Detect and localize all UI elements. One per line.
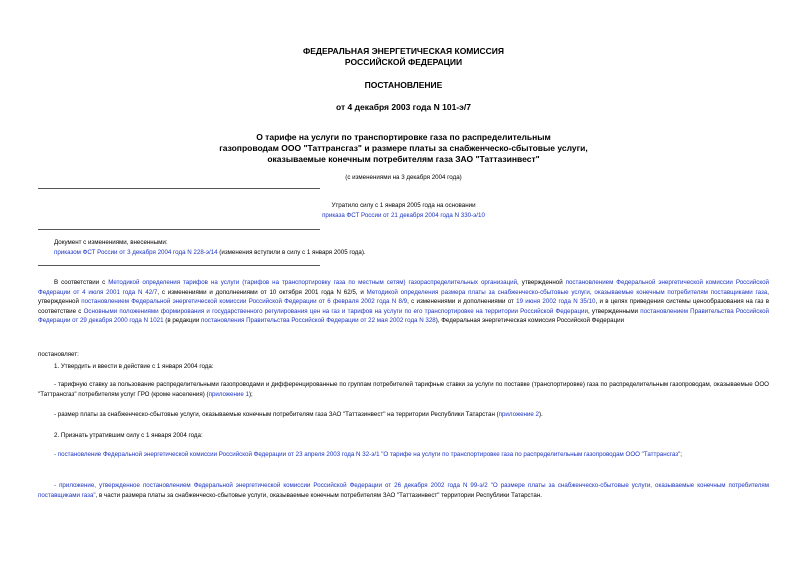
divider [38, 265, 320, 266]
document-title-line3: оказываемые конечным потребителям газа ЗАО "Таттазинвест" [267, 154, 540, 164]
link-gov-1021[interactable]: постановлением Правительства Российской Федерации от 29 декабря 2000 года N 1021 [38, 307, 770, 325]
document-title-line2: газопроводам ООО "Таттрансгаз" и размере платы за снабженческо-сбытовые услуги, [219, 143, 588, 153]
changes-line: приказом ФСТ России от 3 декабря 2004 года N 228-э/14 (изменения вступили в силу с 1 января 2005 года). [54, 249, 366, 256]
link-gov-328[interactable]: постановления Правительства Российской Федерации от 22 мая 2002 года N 328 [201, 317, 436, 325]
link-fek-42-7[interactable]: постановлением Федеральной энергетической комиссии Российской Федерации от 4 июля 2001 года N 42/7 [38, 279, 770, 296]
item2-bullet1: - постановление Федеральной энергетической комиссии Российской Федерации от 23 апреля 2003 года N 32-э/1 "О тарифе на услуги по транспортировке газа по распределительным газопроводам ООО "Таттрансгаз"; [54, 451, 682, 458]
document-title-line1: О тарифе на услуги по транспортировке газа по распределительным [256, 132, 551, 142]
changes-label: Документ с изменениями, внесенными: [54, 239, 168, 246]
link-appendix-1[interactable]: приложение 1 [208, 390, 249, 398]
item1-bullet2: - размер платы за снабженческо-сбытовые услуги, оказываемые конечным потребителям газа ЗАО "Таттазинвест" на территории Республики Татарстан (приложение 2). [54, 411, 543, 418]
divider [38, 229, 320, 230]
amendments-note: (с изменениями на 3 декабря 2004 года) [345, 174, 462, 181]
document-date-number: от 4 декабря 2003 года N 101-э/7 [336, 102, 471, 112]
link-35-10[interactable]: 19 июня 2002 года N 35/10 [516, 298, 596, 306]
item2-bullet2: - приложение, утвержденное постановлением Федеральной энергетической комиссии Российской Федерации от 26 декабря 2002 года N 99-э/2 "О размере платы за снабженческо-сбытовые услуги, оказываемые конечным потребителям поставщиками газа", в части размера платы за снабженческо-сбытовые услуги, оказываемые конечным потребителям ЗАО "Таттазинвест" территории Республики Татарстан. [38, 482, 769, 499]
agency-name-line2: РОССИЙСКОЙ ФЕДЕРАЦИИ [344, 57, 463, 67]
link-basic-provisions[interactable]: Основными положениями формирования и государственного регулирования цен на газ и тарифов на услуги по его транспортировке на территории Российской Федерации [83, 307, 588, 315]
item1-bullet1: - тарифную ставку за пользование распределительными газопроводами и дифференцированные по группам потребителей тарифные ставки за услуги по поставке (транспортировке) газа по распределительным газопроводам, оказываемые ООО "Таттрансгаз" потребителям услуг ГРО (кроме населения) (приложение 1); [38, 381, 769, 398]
lost-force-note: Утратило силу с 1 января 2005 года на основании [331, 202, 476, 209]
lost-force-link[interactable]: приказа ФСТ России от 21 декабря 2004 года N 330-э/10 [322, 212, 485, 219]
link-supply-fee-methodology[interactable]: Методикой определения размера платы за снабженческо-сбытовые услуги, оказываемые конечным потребителям поставщиками газа [366, 288, 768, 296]
changes-link[interactable]: приказом ФСТ России от 3 декабря 2004 года N 228-э/14 [54, 249, 218, 256]
link-fek-8-9[interactable]: постановлением Федеральной энергетической комиссии Российской Федерации от 6 февраля 2002 года N 8/9 [81, 298, 408, 306]
link-fek-99-e-2-appendix[interactable]: - приложение, утвержденное постановлением Федеральной энергетической комиссии Российской Федерации от 26 декабря 2002 года N 99-э/2 "О размере платы за снабженческо-сбытовые услуги, оказываемые конечным потребителям поставщиками газа" [38, 482, 769, 499]
link-fek-32-e-1[interactable]: - постановление Федеральной энергетической комиссии Российской Федерации от 23 апреля 2003 года N 32-э/1 "О тарифе на услуги по транспортировке газа по распределительным газопроводам ООО "Таттрансгаз" [54, 451, 681, 458]
link-gro-methodology[interactable]: Методикой определения тарифов на услуги (тарифов на транспортировку газа по местным сетям) газораспределительных организаций [108, 279, 518, 286]
resolves-label: постановляет: [38, 351, 79, 358]
preamble-paragraph: В соответствии с Методикой определения тарифов на услуги (тарифов на транспортировку газа по местным сетям) газораспределительных организаций, утвержденной постановлением Федеральной энергетической комиссии Российской Федерации от 4 июля 2001 года N 42/7, с изменениями и дополнениями от 10 октября 2001 года N 62/5, и Методикой определения размера платы за снабженческо-сбытовые услуги, оказываемые конечным потребителям поставщиками газа, утвержденной постановлением Федеральной энергетической комиссии Российской Федерации от 6 февраля 2002 года N 8/9, с изменениями и дополнениями от 19 июня 2002 года N 35/10, и в целях приведения системы ценообразования на газ в соответствие с Основными положениями формирования и государственного регулирования цен на газ и тарифов на услуги по его транспортировке на территории Российской Федерации, утвержденными постановлением Правительства Российской Федерации от 29 декабря 2000 года N 1021 (в редакции постановления Правительства Российской Федерации от 22 мая 2002 года N 328), Федеральная энергетическая комиссия Российской Федерации [38, 279, 770, 325]
link-appendix-2[interactable]: приложение 2 [498, 411, 539, 418]
document-type: ПОСТАНОВЛЕНИЕ [364, 80, 443, 90]
item1-heading: 1. Утвердить и ввести в действие с 1 января 2004 года: [54, 363, 214, 370]
item2-heading: 2. Признать утратившим силу с 1 января 2004 года: [54, 432, 203, 439]
agency-name-line1: ФЕДЕРАЛЬНАЯ ЭНЕРГЕТИЧЕСКАЯ КОМИССИЯ [302, 46, 504, 56]
divider [38, 188, 320, 189]
